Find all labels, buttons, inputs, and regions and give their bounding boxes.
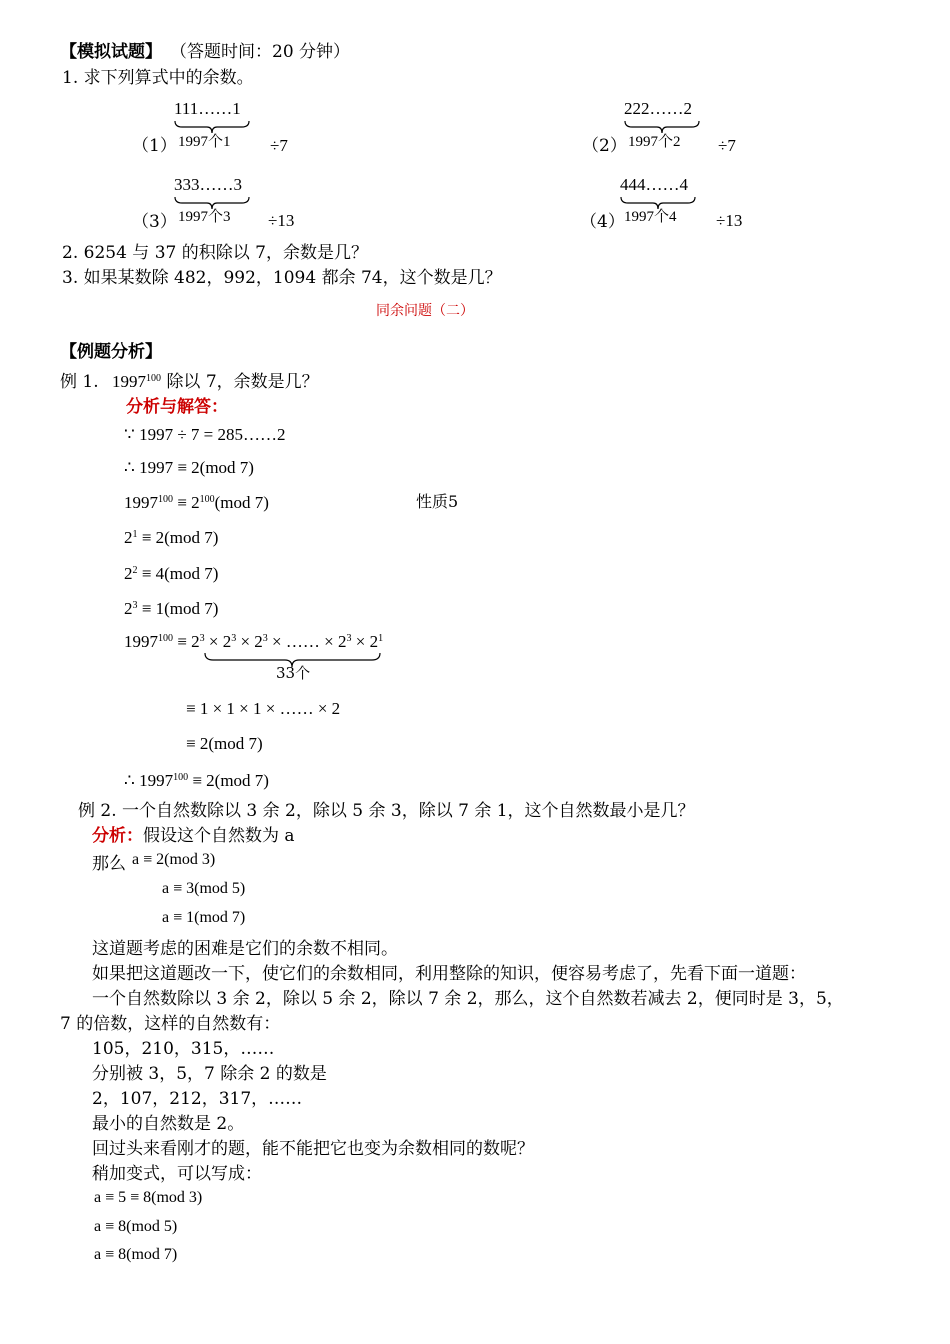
divisor: ÷13 xyxy=(716,211,743,230)
exponent: 100 xyxy=(146,373,162,384)
simplify-line-1: ≡ 1 × 1 × 1 × …… × 2 xyxy=(186,699,341,718)
time-note: （答题时间：20 分钟） xyxy=(170,42,351,62)
congruence-2: a ≡ 3(mod 5) xyxy=(162,880,246,897)
item-label: （1） xyxy=(132,136,177,156)
example-label: 例 1. xyxy=(60,372,99,392)
divisor: ÷7 xyxy=(270,136,288,155)
exponent: 1 xyxy=(132,529,138,540)
repeated-digits: 111……1 xyxy=(174,99,241,118)
congruent: ≡ xyxy=(173,632,192,651)
paragraph-7: 最小的自然数是 2。 xyxy=(92,1114,245,1134)
exponent: 2 xyxy=(132,565,138,576)
example-2-question: 例 2. 一个自然数除以 3 余 2，除以 5 余 3，除以 7 余 1，这个自然数最小是几？ xyxy=(78,801,695,821)
exponent: 100 xyxy=(158,633,173,644)
underbrace-icon xyxy=(620,196,696,210)
paragraph-9: 稍加变式，可以写成： xyxy=(92,1164,262,1184)
exponent: 3 xyxy=(231,633,237,644)
base: 1997 xyxy=(124,632,158,651)
exponent: 100 xyxy=(158,494,173,505)
repeated-digits: 222……2 xyxy=(624,99,692,118)
factor-count: 33个 xyxy=(276,664,311,682)
factor: 2 xyxy=(191,632,200,651)
factor: 2 xyxy=(369,632,379,651)
conclusion xyxy=(124,772,269,789)
power-line-1 xyxy=(124,529,218,546)
underbrace-icon xyxy=(174,196,250,210)
item-label: （2） xyxy=(582,136,627,156)
times: × xyxy=(236,632,255,651)
sequence-multiples: 105，210，315，…… xyxy=(92,1039,275,1059)
power-line-2 xyxy=(124,565,218,582)
analysis-label: 分析： xyxy=(92,826,143,846)
digit-count: 1997个4 xyxy=(624,209,677,225)
factor: 2 xyxy=(222,632,232,651)
item-label: （3） xyxy=(132,212,177,232)
modulus: (mod 7) xyxy=(214,493,269,512)
congruence-3: a ≡ 1(mod 7) xyxy=(162,909,246,926)
question-3: 3. 如果某数除 482，992，1094 都余 74，这个数是几？ xyxy=(62,268,502,288)
base: 2 xyxy=(124,564,133,583)
repeated-digits: 333……3 xyxy=(174,175,242,194)
base: 1997 xyxy=(124,493,158,512)
base: 2 xyxy=(124,599,133,618)
congruent: ≡ 2 xyxy=(173,493,200,512)
step-power xyxy=(124,494,269,511)
factor: 2 xyxy=(337,632,347,651)
examples-heading: 【例题分析】 xyxy=(60,342,162,362)
base: ∴ 1997 xyxy=(124,771,174,790)
repeated-digits: 444……4 xyxy=(620,175,688,194)
underbrace-icon xyxy=(174,120,250,134)
paragraph-8: 回过头来看刚才的题，能不能把它也变为余数相同的数呢？ xyxy=(92,1139,534,1159)
exponent: 3 xyxy=(262,633,268,644)
sequence-remainders: 2，107，212，317，…… xyxy=(92,1089,303,1109)
times: × xyxy=(351,632,370,651)
base: 2 xyxy=(124,528,133,547)
factor: 2 xyxy=(254,632,263,651)
digit-count: 1997个3 xyxy=(178,209,231,225)
exponent: 1 xyxy=(378,633,384,644)
analysis-text: 假设这个自然数为 a xyxy=(143,826,295,846)
exponent: 100 xyxy=(173,772,189,783)
simplify-line-2: ≡ 2(mod 7) xyxy=(186,734,263,753)
congruence: ≡ 4(mod 7) xyxy=(137,564,219,583)
transformed-congruence-3: a ≡ 8(mod 7) xyxy=(94,1246,178,1263)
paragraph-2: 如果把这道题改一下，使它们的余数相同，利用整除的知识，便容易考虑了，先看下面一道题： xyxy=(92,964,806,984)
then-label: 那么 xyxy=(92,854,126,874)
power-line-3 xyxy=(124,600,218,617)
paragraph-3b: 7 的倍数，这样的自然数有： xyxy=(60,1014,281,1034)
paragraph-5: 分别被 3，5，7 除余 2 的数是 xyxy=(92,1064,327,1084)
digit-count: 1997个2 xyxy=(628,134,681,150)
congruence: ≡ 2(mod 7) xyxy=(137,528,219,547)
digit-count: 1997个1 xyxy=(178,134,231,150)
times-ellipsis: × …… × xyxy=(267,632,338,651)
divisor: ÷13 xyxy=(268,211,295,230)
step-because: ∵ 1997 ÷ 7 = 285……2 xyxy=(124,425,286,444)
section-title: 同余问题（二） xyxy=(376,303,474,319)
paragraph-3a: 一个自然数除以 3 余 2，除以 5 余 2，除以 7 余 2，那么，这个自然数若减去 2，便同时是 3，5， xyxy=(92,989,844,1009)
analysis-label: 分析与解答： xyxy=(126,397,228,417)
underbrace-icon xyxy=(624,120,700,134)
example-2-analysis xyxy=(92,828,295,845)
step-therefore: ∴ 1997 ≡ 2(mod 7) xyxy=(124,458,254,477)
paragraph-1: 这道题考虑的困难是它们的余数不相同。 xyxy=(92,939,398,959)
base: 1997 xyxy=(112,372,147,391)
transformed-congruence-2: a ≡ 8(mod 5) xyxy=(94,1218,178,1235)
exponent: 3 xyxy=(346,633,352,644)
exponent: 100 xyxy=(199,494,215,505)
practice-heading: 【模拟试题】 xyxy=(60,42,162,62)
divisor: ÷7 xyxy=(718,136,736,155)
question-2: 2. 6254 与 37 的积除以 7，余数是几？ xyxy=(62,243,368,263)
congruence-1: a ≡ 2(mod 3) xyxy=(132,851,216,868)
property-note: 性质5 xyxy=(416,492,459,511)
times: × xyxy=(204,632,223,651)
product-expansion xyxy=(124,633,383,650)
question-1: 1. 求下列算式中的余数。 xyxy=(62,68,254,88)
congruence: ≡ 1(mod 7) xyxy=(137,599,219,618)
item-label: （4） xyxy=(580,212,625,232)
transformed-congruence-1: a ≡ 5 ≡ 8(mod 3) xyxy=(94,1189,203,1206)
congruence: ≡ 2(mod 7) xyxy=(188,771,269,790)
exponent: 3 xyxy=(199,633,205,644)
question-text: 除以 7，余数是几？ xyxy=(166,372,319,392)
example-1-question xyxy=(60,373,319,391)
exponent: 3 xyxy=(132,600,138,611)
